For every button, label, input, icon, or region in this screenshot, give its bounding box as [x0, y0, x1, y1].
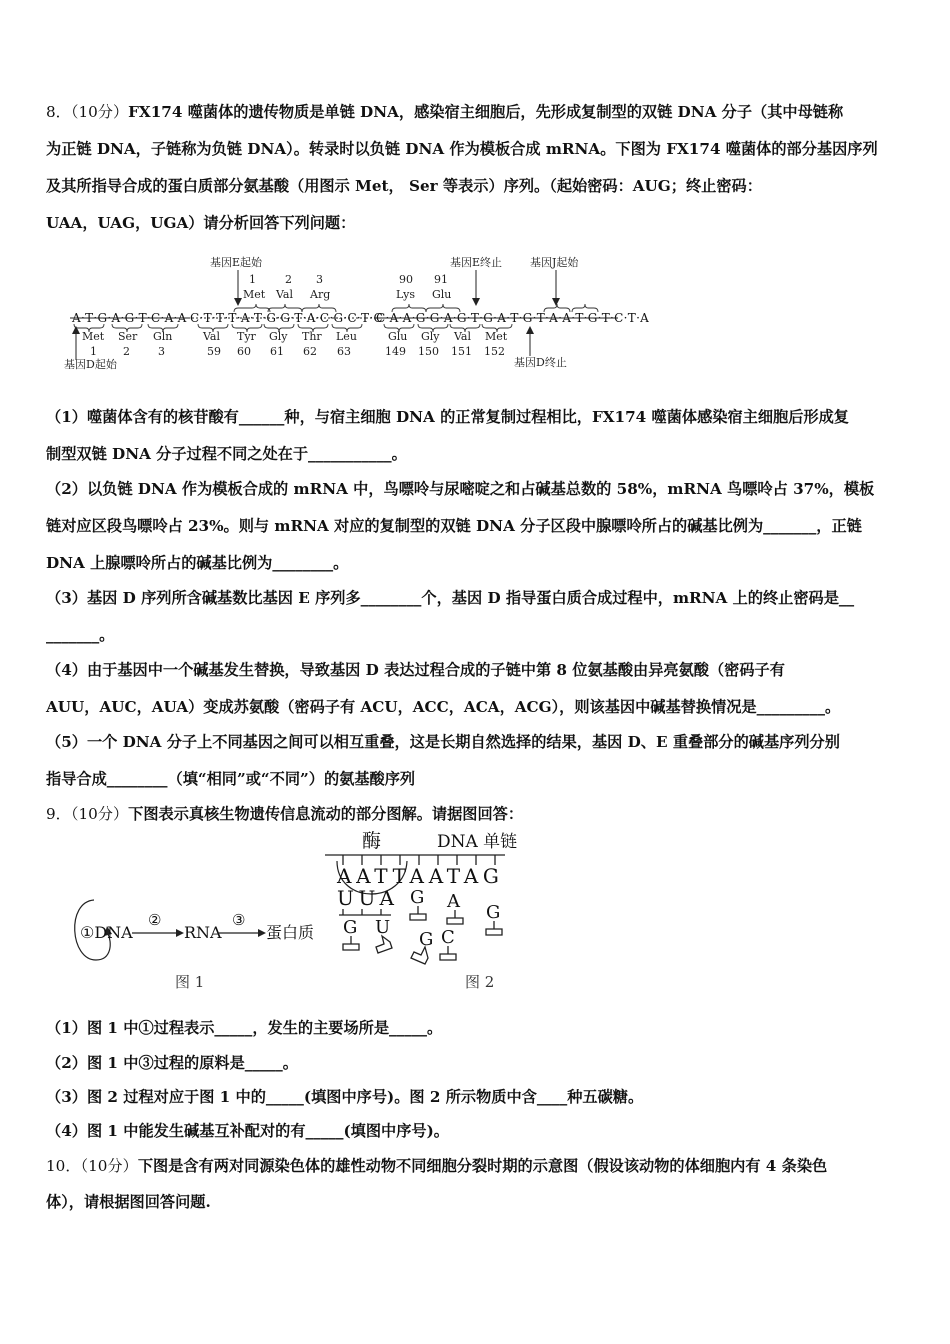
- bottom-aa-gly: Gly: [269, 330, 288, 343]
- free-nt-4: G: [343, 917, 358, 938]
- top-aa-val: Val: [276, 288, 294, 301]
- gene-e-end-label: 基因E终止: [450, 256, 503, 269]
- q8-sub-2b: 链对应区段鸟嘌呤占 23%。则与 mRNA 对应的复制型的双链 DNA 分子区段中腺嘌呤所占的碱基比例为_______，正链: [46, 517, 862, 535]
- q9-sub-2: （2）图 1 中③过程的原料是_____。: [46, 1054, 298, 1072]
- top-aa-arg: Arg: [310, 288, 331, 301]
- fig2-enzyme-label: 酶: [362, 830, 382, 852]
- q8-line-1: 8．（10分）FX174 噬菌体的遗传物质是单链 DNA，感染宿主细胞后，先形成复制型的双链 DNA 分子（其中母链称: [46, 103, 844, 121]
- bottom-num-62: 62: [303, 345, 317, 358]
- q8-sub-3b: _______。: [46, 626, 115, 644]
- figure-2: [315, 825, 555, 1000]
- fig2-rna-bases: UUA: [337, 886, 399, 910]
- q9-number: 9．（10分）: [46, 805, 129, 823]
- q8-sub-4b: AUU，AUC，AUA）变成苏氨酸（密码子有 ACU，ACC，ACA，ACG），则该基因中碱基替换情况是_________。: [46, 698, 841, 716]
- top-num-2: 2: [285, 273, 292, 286]
- top-num-1: 1: [249, 273, 256, 286]
- bottom-aa-met-2: Met: [485, 330, 508, 343]
- q8-line-4: UAA，UAG，UGA）请分析回答下列问题：: [46, 214, 356, 232]
- sequence-segment-1: A·T·G·A·G·T·C·A·A: [72, 311, 187, 325]
- bottom-num-151: 151: [451, 345, 472, 358]
- bottom-num-149: 149: [385, 345, 406, 358]
- q8-number: 8．（10分）: [46, 103, 129, 121]
- bottom-num-3: 3: [158, 345, 165, 358]
- q9-sub-1: （1）图 1 中①过程表示_____，发生的主要场所是_____。: [46, 1019, 443, 1037]
- fig1-rna-label: RNA: [184, 923, 222, 942]
- top-aa-lys: Lys: [396, 288, 415, 301]
- bottom-aa-leu: Leu: [336, 330, 357, 343]
- free-nt-2: A: [447, 891, 460, 912]
- gene-sequence-figure: [0, 248, 950, 378]
- fig1-dna-label: ①DNA: [80, 923, 133, 942]
- q8-line-2: 为正链 DNA，子链称为负链 DNA）。转录时以负链 DNA 作为模板合成 mRNA。下图为 FX174 噬菌体的部分基因序列: [46, 140, 878, 158]
- gene-j-start-label: 基因J起始: [530, 256, 579, 269]
- q8-sub-2c: DNA 上腺嘌呤所占的碱基比例为________。: [46, 554, 349, 572]
- bottom-num-152: 152: [484, 345, 505, 358]
- gene-e-start-label: 基因E起始: [210, 256, 263, 269]
- bottom-aa-tyr: Tyr: [237, 330, 256, 343]
- fig2-template-bases: AATTAATAG: [337, 864, 504, 888]
- bottom-aa-gly-2: Gly: [421, 330, 440, 343]
- fig2-strand-label: DNA 单链: [437, 832, 518, 852]
- top-num-3: 3: [316, 273, 323, 286]
- fig1-protein-label: 蛋白质: [266, 923, 315, 942]
- top-aa-met: Met: [243, 288, 266, 301]
- bottom-num-61: 61: [270, 345, 284, 358]
- q8-sub-2a: （2）以负链 DNA 作为模板合成的 mRNA 中，鸟嘌呤与尿嘧啶之和占碱基总数的 58%，mRNA 鸟嘌呤占 37%，模板: [46, 480, 875, 498]
- q8-line-3: 及其所指导合成的蛋白质部分氨基酸（用图示 Met， Ser 等表示）序列。（起始密码：AUG；终止密码：: [46, 177, 762, 195]
- q9-sub-4: （4）图 1 中能发生碱基互补配对的有_____(填图中序号)。: [46, 1122, 449, 1140]
- free-nt-1: G: [410, 887, 425, 908]
- q8-sub-1a: （1）噬菌体含有的核苷酸有______种，与宿主细胞 DNA 的正常复制过程相比，FX174 噬菌体感染宿主细胞后形成复: [46, 408, 849, 426]
- sequence-segment-3: C·A·A·G·G·A·G·T·G·A·T·G·T·A·A·T·G·T·C·T·A: [376, 311, 650, 325]
- bottom-aa-val-2: Val: [454, 330, 472, 343]
- fig2-caption: 图 2: [465, 973, 495, 991]
- fig1-step-2: ②: [148, 911, 162, 929]
- q8-sub-5b: 指导合成________（填“相同”或“不同”）的氨基酸序列: [46, 770, 416, 788]
- bottom-aa-ser: Ser: [118, 330, 138, 343]
- q8-sub-1b: 制型双链 DNA 分子过程不同之处在于___________。: [46, 445, 407, 463]
- bottom-num-59: 59: [207, 345, 221, 358]
- bottom-aa-val: Val: [203, 330, 221, 343]
- top-num-90: 90: [399, 273, 413, 286]
- bottom-num-1: 1: [90, 345, 97, 358]
- gene-d-start-label: 基因D起始: [64, 358, 117, 371]
- bottom-aa-gln: Gln: [153, 330, 173, 343]
- free-nt-6: G: [419, 929, 434, 950]
- q10-line-2: 体），请根据图回答问题.: [46, 1193, 211, 1211]
- bottom-aa-met: Met: [82, 330, 105, 343]
- q9-sub-3: （3）图 2 过程对应于图 1 中的_____(填图中序号)。图 2 所示物质中含____种五碳糖。: [46, 1088, 644, 1106]
- sequence-segment-2: C·T·T·T·A·T·G·G·T·A·C·G·C·T·C: [190, 311, 383, 325]
- bottom-num-60: 60: [237, 345, 251, 358]
- top-aa-glu: Glu: [432, 288, 452, 301]
- q10-number: 10．（10分）: [46, 1157, 138, 1175]
- gene-d-end-label: 基因D终止: [514, 356, 567, 369]
- q8-sub-5a: （5）一个 DNA 分子上不同基因之间可以相互重叠，这是长期自然选择的结果，基因 D、E 重叠部分的碱基序列分别: [46, 733, 840, 751]
- bottom-num-150: 150: [418, 345, 439, 358]
- q9-line-1: 9．（10分）下图表示真核生物遗传信息流动的部分图解。请据图回答：: [46, 805, 524, 823]
- free-nt-7: C: [441, 927, 455, 948]
- free-nt-5: U: [375, 917, 391, 938]
- fig1-caption: 图 1: [175, 973, 205, 991]
- bottom-aa-glu: Glu: [388, 330, 408, 343]
- bottom-num-63: 63: [337, 345, 351, 358]
- fig1-step-3: ③: [232, 911, 246, 929]
- free-nt-3: G: [486, 902, 501, 923]
- bottom-num-2: 2: [123, 345, 130, 358]
- q10-line-1: 10．（10分）下图是含有两对同源染色体的雄性动物不同细胞分裂时期的示意图（假设该动物的体细胞内有 4 条染色: [46, 1157, 828, 1175]
- top-num-91: 91: [434, 273, 448, 286]
- bottom-aa-thr: Thr: [302, 330, 322, 343]
- q8-sub-3a: （3）基因 D 序列所含碱基数比基因 E 序列多________个，基因 D 指导蛋白质合成过程中，mRNA 上的终止密码是__: [46, 589, 855, 607]
- q8-sub-4a: （4）由于基因中一个碱基发生替换，导致基因 D 表达过程合成的子链中第 8 位氨基酸由异亮氨酸（密码子有: [46, 661, 785, 679]
